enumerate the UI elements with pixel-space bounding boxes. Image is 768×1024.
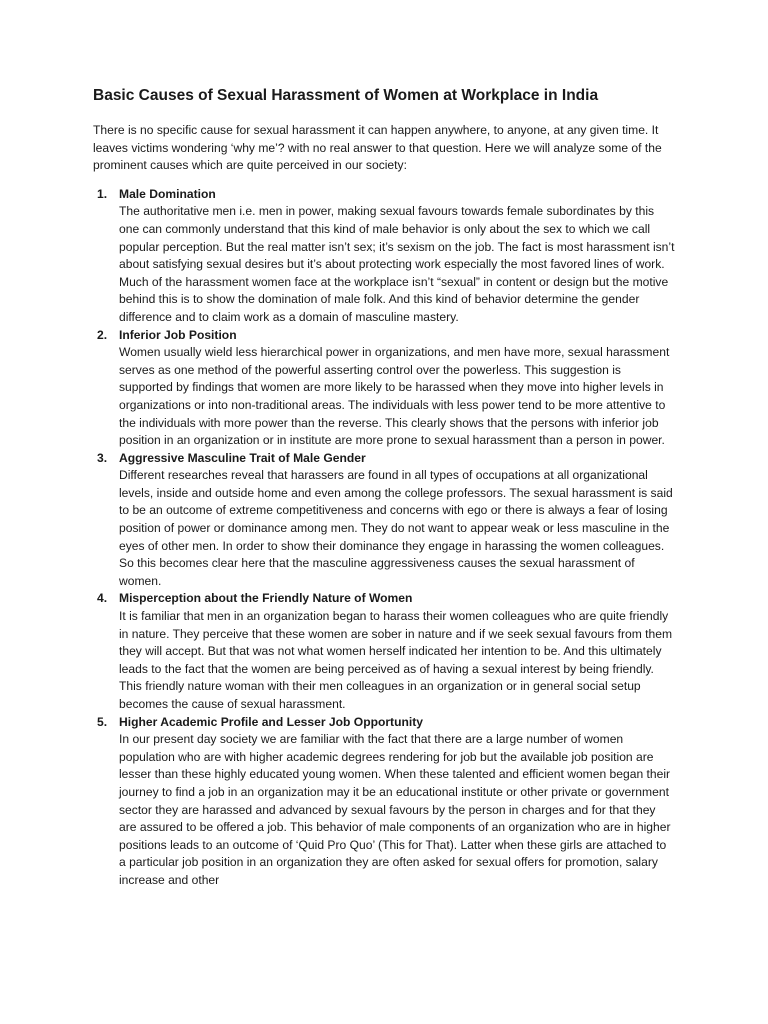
list-number: 4. — [97, 591, 108, 606]
list-number: 5. — [97, 714, 108, 729]
list-number: 1. — [97, 186, 108, 201]
document-title: Basic Causes of Sexual Harassment of Women at Workplace in India — [93, 87, 599, 104]
causes-list — [93, 186, 675, 890]
list-item — [93, 590, 675, 713]
list-item — [93, 327, 675, 450]
document-page — [93, 86, 675, 890]
intro-paragraph: There is no specific cause for sexual harassment it can happen anywhere, to anyone, at any given time. It leaves victims wondering ‘why me’? with no real answer to that question. Here we will analyze some of the prominent causes which are quite perceived in our society: — [93, 123, 662, 173]
list-item-body: In our present day society we are familiar with the fact that there are a large number of women population who are with higher academic degrees rendering for job but the available job position are lesser than these highly educated young women. When these talented and efficient women began their journey to find a job in an organization may it be an educational institute or other private or government sector they are harassed and advanced by sexual favours by the person in charges and for that they are assured to be offered a job. This behavior of male components of an organization who are in higher positions leads to an outcome of ‘Quid Pro Quo’ (This for That). Latter when these girls are attached to a particular job position in an organization they are often asked for sexual offers for promotion, salary increase and other — [119, 732, 671, 887]
list-item-heading: Misperception about the Friendly Nature of Women — [119, 591, 413, 606]
list-item-body: Different researches reveal that harassers are found in all types of occupations at all organizational levels, inside and outside home and even among the college professors. The sexual harassment is said to be an outcome of extreme competitiveness and concerns with ego or there is always a fear of losing position of power or dominance among men. They do not want to appear weak or less masculine in the eyes of other men. In order to show their dominance they engage in harassing the women colleagues. So this becomes clear here that the masculine aggressiveness causes the sexual harassment of women. — [119, 468, 673, 588]
list-item — [93, 186, 675, 327]
list-item-body: Women usually wield less hierarchical power in organizations, and men have more, sexual harassment serves as one method of the powerful asserting control over the powerless. This suggestion is supported by findings that women are more likely to be harassed when they move into higher levels in organizations or into non-traditional areas. The individuals with less power tend to be more attentive to the individuals with more power than the reverse. This clearly shows that the persons with inferior job position in an organization or in institute are more prone to sexual harassment than a person in power. — [119, 345, 670, 448]
list-item-body: The authoritative men i.e. men in power, making sexual favours towards female subordinates by this one can commonly understand that this kind of male behavior is only about the sex to which we call popular perception. But the real matter isn’t sex; it’s sexism on the job. The fact is most harassment isn’t about satisfying sexual desires but it’s about protecting work especially the most favored lines of work. Much of the harassment women face at the workplace isn’t “sexual” in content or design but the motive behind this is to show the domination of male folk. And this kind of behavior determine the gender difference and to claim work as a domain of masculine mastery. — [119, 204, 675, 324]
list-item-heading: Aggressive Masculine Trait of Male Gender — [119, 450, 366, 465]
list-item-heading: Higher Academic Profile and Lesser Job Opportunity — [119, 714, 423, 729]
list-item-body: It is familiar that men in an organization began to harass their women colleagues who are quite friendly in nature. They perceive that these women are sober in nature and if we seek sexual favours from them they will accept. But that was not what women herself indicated her intention to be. And this ultimately leads to the fact that the women are being perceived as of having a sexual interest by being friendly. This friendly nature woman with their men colleagues in an organization or in general social setup becomes the cause of sexual harassment. — [119, 609, 673, 711]
list-item — [93, 450, 675, 591]
list-number: 2. — [97, 327, 108, 342]
list-number: 3. — [97, 450, 108, 465]
list-item-heading: Male Domination — [119, 186, 216, 201]
list-item-heading: Inferior Job Position — [119, 327, 237, 342]
list-item — [93, 714, 675, 890]
